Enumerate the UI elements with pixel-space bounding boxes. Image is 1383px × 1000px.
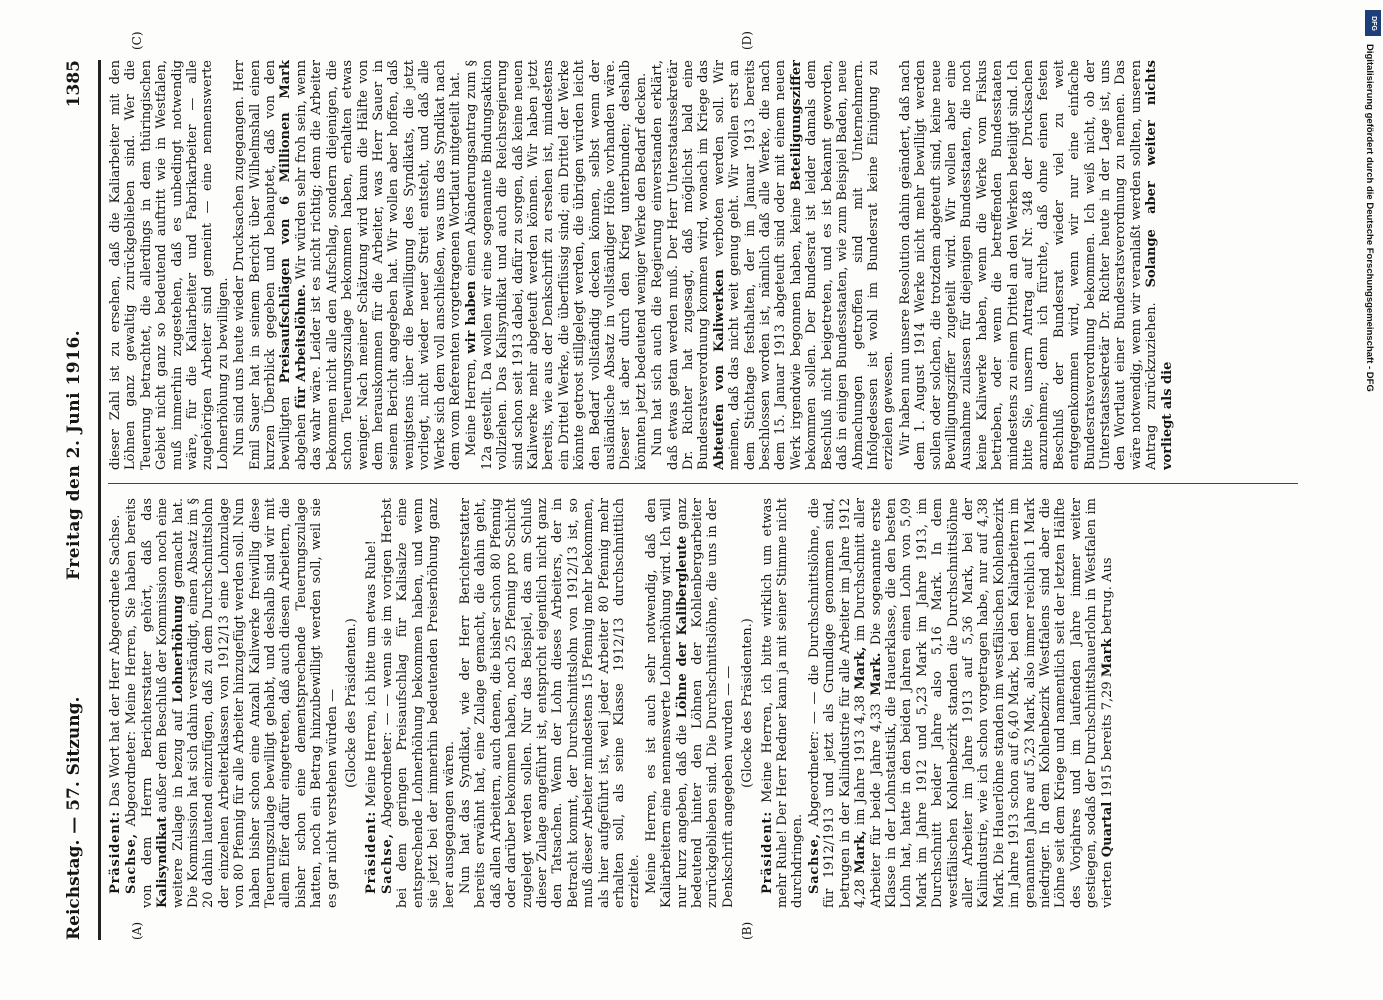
speech-text: Meine Herren, ich bitte um etwas Ruhe! [363,540,379,807]
speaker-name: Präsident: [108,811,123,894]
emphasis-text: Mark, [853,646,869,690]
paragraph [108,498,123,908]
paragraph [898,60,1175,470]
emphasis-text: Solange aber weiter nichts vorliegt als die [1144,60,1175,470]
dfg-logo [1365,10,1381,36]
column-divider [108,483,1298,484]
speaker-name: Präsident: [759,811,775,894]
margin-marker-c: (C) [130,31,144,50]
emphasis-text: Mark, [853,830,869,874]
emphasis-text: Beteiligungsziffer [788,60,804,191]
speaker-name: Sachse, [806,833,822,894]
stage-direction: (Glocke des Präsidenten.) [740,618,756,788]
speech-text: Abgeordneter: Meine Herren, Sie haben bereits von dem Herrn Berichterstatter gehört, daß das [124,498,155,908]
speaker-name: Sachse, [379,833,395,894]
header-rule [98,60,101,940]
paragraph [380,498,457,908]
speech-text: Wir haben nun unsere Resolution dahin geändert, daß nach dem 1. August 1914 Werke nicht mehr bewilligt werden sollen oder solchen, die trotzdem abgeteuft sind, keine neue Bewilligungsziffer zugeteilt wird. Wir wollen aber eine Ausnahme zulassen für diejenigen Bundesstaaten, die noch keine Kaliwerke haben, wenn die Werke vom Fiskus betrieben, oder wenn die betreffenden Bundesstaaten mindestens zu einem Drittel an den Werken beteiligt sind. Ich bitte Sie, unsern Antrag auf Nr. 348 der Drucksachen anzunehmen; denn ich fürchte, daß ohne einen festen Beschluß der Bundesrat wieder viel zu weit entgegenkommen wird, wenn wir nur eine einfache Bundesratsverordnung bekommen. Ich weiß nicht, ob der Unterstaatssekretär Dr. Richter heute in der Lage ist, uns den Wortlaut einer Bundesratsverordnung zu nennen. Das wäre notwendig, wenn wir veranlaßt werden sollten, unseren Antrag zurückzuziehen. [897,60,1160,470]
speech-text: verboten werden soll. Wir meinen, daß das nicht weit genug geht. Wir wollen erst an dem Stichtage festhalten, der im Januar 1913 bereits beschlossen worden ist, nämlich daß alle Werke, die nach dem 15. Januar 1913 abgeteuft sind oder mit einem neuen Werk irgendwie begonnen haben, keine [711,60,804,470]
speech-text: Nun sind uns heute wieder Drucksachen zugegangen. Herr Emil Sauer hat in seinem Bericht über Wilhelmshall einen kurzen Überblick gegeben und behauptet, daß von den bewilligten [232,60,294,470]
speech-text: Abgeordneter: — — wenn sie im vorigen Herbst bei dem geringen Preisaufschlag für Kalisalze eine entsprechende Lohnerhöhung bekommen haben, und wenn sie jetzt bei der immerhin bedeutenden Preiserhöhung ganz leer ausgegangen wären. [379,498,457,908]
text-column-left [108,498,1298,908]
paragraph [464,60,649,470]
emphasis-text: für Arbeitslöhne. [293,284,309,409]
paragraph: Nun hat das Syndikat, wie der Herr Berichterstatter bereits erwähnt hat, eine Zulage gemacht, die dahin geht, daß allen Arbeitern, auch denen, die bisher schon 80 Pfennig oder darüber bekommen haben, noch 25 Pfennig pro Schicht zugelegt werden sollen. Nur das Beispiel, das am Schluß dieser Zulage angeführt ist, entspricht eigentlich nicht ganz den Tatsachen. Wenn der Lohn dieses Arbeiters, der in Betracht kommt, der Durchschnittslohn von 1912/13 ist, so muß dieser Arbeiter mindestens 15 Pfennig mehr bekommen, als hier aufgeführt ist, weil jeder Arbeiter 80 Pfennig mehr erhalten soll, als seine Klasse 1912/13 durchschnittlich erzielte. [457,498,643,908]
speech-text: ganz bedeutend hinter den Löhnen der Kohlenbergarbeiter zurückgeblieben sind. Die Durchschnittslöhne, die uns in der Denkschrift angegeben wurden — — [674,498,736,908]
emphasis-text: Kalisyndikat [155,816,171,908]
speech-text: Meine Herren, [464,358,480,456]
speech-text: Meine Herren, ich bitte wirklich um etwas mehr Ruhe! Der Herr Redner kann ja mit seiner Stimme nicht durchdringen. [759,498,806,908]
emphasis-text: Löhne der Kalibergleute [674,535,690,719]
margin-marker-b: (B) [740,921,754,940]
speech-text: abgehen [293,413,309,470]
speech-text: außer dem Beschluß der Kommission noch eine weitere Zulage in bezug auf [155,498,186,908]
emphasis-text: Mark [1099,638,1115,678]
emphasis-text: Abteufen von Kaliwerken [711,269,727,470]
speaker-name: Sachse, [124,833,140,894]
speech-text: Abgeordneter: — — die Durchschnittslöhne, die für 1912/1913 und jetzt als Grundlage genommen sind, betrugen in der Kaliindustrie für alle Arbeiter im Jahre 1912 4,28 [806,498,869,908]
speech-text: einen Abänderungsantrag zum § 12a gestellt. Da wollen wir eine sogenannte Bindungsaktion vollziehen. Das Kalisyndikat und auch die Reichsregierung sind schon seit 1913 dabei, dafür zu sorgen, daß keine neuen Kaliwerke mehr abgeteuft werden können. Wir haben jetzt bereits, wie aus der Denkschrift zu ersehen ist, mindestens ein Drittel Werke, die überflüssig sind; ein Drittel der Werke könnte getrost stillgelegt werden, die übrigen würden leicht den Bedarf vollständig decken können, selbst wenn der ausländische Absatz in vollständiger Höhe vorhanden wäre. Dieser ist aber durch den Krieg unterbunden; deshalb könnten jetzt bedeutend weniger Werke den Bedarf decken. [464,60,649,470]
text-column-right [108,60,1298,470]
running-header [56,60,94,940]
paragraph [232,60,463,470]
emphasis-text: Quartal [1099,801,1115,858]
header-left: Reichstag. — 57. Sitzung. [64,696,84,940]
emphasis-text: Preisaufschlägen von 6 Millionen Mark [278,60,294,384]
speech-text: Meine Herren, es ist auch sehr notwendig, daß den Kaliarbeitern eine nennenswerte Lohnerhöhung wird. Ich will nur kurz angeben, daß die [643,498,690,908]
paragraph [644,498,736,908]
speech-text: gemacht hat. Die Kommission hat sich dahin verständigt, einen Absatz im § 20 dahin lautend einzufügen, daß zu dem Durchschnittslohn der einzelnen Arbeiterklassen von 1912/13 eine Lohnzulage von 80 Pfennig für alle Arbeiter hinzugefügt werden soll. Nun haben bisher schon eine Anzahl Kaliwerke freiwillig diese Teuerungszulage bewilligt gehabt, und deshalb sind wir mit allem Eifer dafür eingetreten, daß auch diesen Arbeitern, die bisher schon eine dementsprechende Teuerungszulage hatten, noch ein Betrag hinzubewilligt werden soll, weil sie es gar nicht verstehen würden — [170,498,340,908]
rotated-document-page [40,0,1330,1000]
logo-text: DFG [1369,15,1377,31]
emphasis-text: Lohnerhöhung [170,595,186,703]
paragraph: dieser Zahl ist zu ersehen, daß die Kaliarbeiter mit den Löhnen ganz gewaltig zurückgeblieben sind. Wer die Teuerung betrachtet, die allerdings in dem thüringischen Gebiet nicht ganz so bedeutend auftritt wie in Westfalen, muß immerhin zugestehen, daß es unbedingt notwendig wäre, für die Kaliarbeiter und Fabrikarbeiter — alle zugehörigen Arbeiter sind gemeint — eine nennenswerte Lohnerhöhung zu bewilligen. [108,60,231,470]
speech-text: betrug. Aus [1099,557,1115,635]
emphasis-text: Mark. [868,652,884,696]
speech-text: Nun hat sich auch die Regierung einverstanden erklärt, daß etwas getan werden muß. Der Herr Unterstaatssekretär Dr. Richter hat zugesagt, daß möglichst bald eine Bundesratsverordnung kommen wird, wonach im Kriege das [650,60,712,470]
speech-text: Das Wort hat der Herr Abgeordnete Sachse. [108,514,123,807]
digitization-text: Digitalisierung gefördert durch die Deutsche Forschungsgemeinschaft - DFG [1364,44,1375,392]
digitization-note [1363,44,1377,444]
paragraph [364,498,379,908]
speaker-name: Präsident: [363,811,379,894]
paragraph [807,498,1115,908]
margin-marker-a: (A) [130,921,144,940]
speech-text: bekommen sollen. Der Bundesrat ist leider damals dem Beschluß nicht beigetreten, und es ist bekannt geworden, daß in einigen Bundesstaaten, wie zum Beispiel Baden, neue Abmachungen getroffen sind mit Unternehmern. Infolgedessen ist wohl im Bundesrat keine Einigung zu erzielen gewesen. [804,60,897,470]
paragraph [760,498,806,908]
page-number: 1385 [64,60,84,108]
emphasis-text: wir haben [464,280,480,354]
speech-text: Die sogenannte erste Klasse in der Lohnstatistik, die Hauerklasse, die den besten Lohn hat, hatte in den beiden Jahren einen Lohn von 5,09 Mark im Jahre 1912 und 5,23 Mark im Jahre 1913, im Durchschnitt beider Jahre also 5,16 Mark. In dem westfälischen Kohlenbezirk standen die Durchschnittslöhne aller Arbeiter im Jahre 1913 auf 5,36 Mark, bei der Kaliindustrie, wie ich schon vorgetragen habe, nur auf 4,38 Mark. Die Hauerlöhne standen im westfälischen Kohlenbezirk im Jahre 1913 schon auf 6,40 Mark, bei den Kaliarbeitern im genannten Jahre auf 5,23 Mark, also immer reichlich 1 Mark niedriger. In dem Kohlenbezirk Westfalens sind aber die Löhne seit dem Kriege und namentlich seit der letzten Hälfte des Vorjahres und im laufenden Jahre immer weiter gestiegen, sodaß der Durchschnittshauerlohn in Westfalen im vierten [868,498,1115,908]
paragraph [124,498,340,908]
header-center: Freitag den 2. Juni 1916. [64,329,84,580]
margin-marker-d: (D) [740,31,754,50]
speech-text: im Durchschnitt aller Arbeiter für beide Jahre 4,33 [853,498,884,908]
speech-text: Wir würden sehr froh sein, wenn das wahr wäre. Leider ist es nicht richtig; denn die Arbeiter bekommen nicht alle den Aufschlag, sondern diejenigen, die schon Teuerungszulage bekommen haben, erhalten etwas weniger. Nach meiner Schätzung wird kaum die Hälfte von dem herauskommen für die Arbeiter, was Herr Sauer in seinem Bericht angegeben hat. Wir wollen aber hoffen, daß wenigstens über die Bewilligung des Syndikats, die jetzt vorliegt, nicht wieder neuer Streit entsteht, und daß alle Werke sich dem voll anschließen, was uns das Syndikat nach dem vom Referenten vorgetragenen Wortlaut mitgeteilt hat. [293,60,463,470]
paragraph [650,60,897,470]
stage-direction: (Glocke des Präsidenten.) [344,618,360,788]
speech-text: 1915 bereits 7,29 [1099,681,1115,798]
speech-text: im Jahre 1913 4,38 [853,695,869,826]
